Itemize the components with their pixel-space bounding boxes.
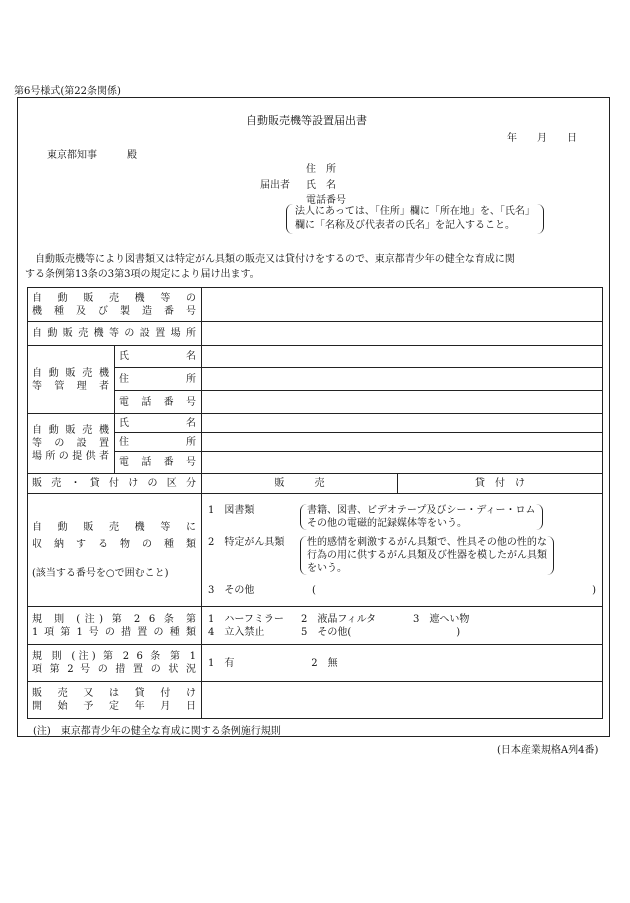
form-title: 自動販売機等設置届出書: [246, 114, 367, 127]
date-line: 年 月 日: [507, 133, 577, 144]
manager-address-label: 住 所: [115, 368, 202, 391]
sale-option[interactable]: 販 売: [202, 474, 398, 494]
measure-option-2[interactable]: 2 液晶フィルタ: [301, 613, 377, 625]
intro-line-2: する条例第13条の3第3項の規定により届け出ます。: [25, 269, 260, 280]
manager-name-field[interactable]: [202, 346, 603, 368]
provider-phone-label: 電 話 番 号: [115, 452, 202, 474]
provider-phone-field[interactable]: [202, 452, 603, 474]
option-toys[interactable]: 2 特定がん具類 性的感情を刺激するがん具類で、性具その他の性的な 行為の用に供するがん具類及び性器を模したがん具類 をいう。: [208, 536, 596, 575]
measure-option-3[interactable]: 3 遮へい物: [413, 613, 470, 625]
notifier-label: 届出者: [260, 180, 290, 191]
machine-type-field[interactable]: [202, 288, 603, 322]
phone-label: 電話番号: [306, 195, 346, 206]
contents-options: [202, 494, 603, 607]
form-number: 第6号様式(第22条関係): [14, 86, 121, 97]
manager-phone-field[interactable]: [202, 391, 603, 414]
status-no[interactable]: 2 無: [311, 657, 338, 669]
corporation-note: 法人にあっては、「住所」欄に「所在地」を、「氏名」 欄に「名称及び代表者の氏名」を記入すること。: [286, 204, 544, 234]
measure-option-5[interactable]: 5 その他(: [301, 626, 352, 638]
machine-type-label: 自 動 販 売 機 等 の 機 種 及 び 製 造 番 号: [28, 288, 202, 322]
start-date-field[interactable]: [202, 682, 603, 719]
measure-status-options: [202, 645, 603, 682]
option-books[interactable]: 1 図書類 書籍、図書、ビデオテープ及びシー・ディー・ロム その他の電磁的記録媒体等をいう。: [208, 504, 596, 530]
status-yes[interactable]: 1 有: [208, 657, 235, 669]
provider-address-field[interactable]: [202, 433, 603, 452]
measure-type-options: 1 ハーフミラー 2 液晶フィルタ 3 遮へい物 4 立入禁止 5 その他( ): [202, 607, 603, 645]
measure-option-4[interactable]: 4 立入禁止: [208, 626, 265, 638]
install-location-label: 自動販売機等の設置場所: [28, 322, 202, 346]
paper-standard: (日本産業規格A列4番): [497, 745, 599, 756]
intro-line-1: 自動販売機等により図書類又は特定がん具類の販売又は貸付けをするので、東京都青少年の健全な育成に関: [35, 254, 515, 265]
manager-label: 自動販売機 等 管 理 者: [28, 346, 115, 414]
start-date-label: 販 売 又 は 貸 付 け 開 始 予 定 年 月 日: [28, 682, 202, 719]
option-other[interactable]: 3 その他 ( ): [208, 584, 597, 596]
contents-label: 自 動 販 売 機 等 に 収 納 す る 物 の 種 類 (該当する番号を○で囲むこと): [28, 494, 202, 607]
provider-address-label: 住 所: [115, 433, 202, 452]
manager-address-field[interactable]: [202, 368, 603, 391]
measure-option-1[interactable]: 1 ハーフミラー: [208, 613, 284, 625]
provider-label: 自動販売機 等 の 設 置 場所の提供者: [28, 414, 115, 474]
name-label: 氏 名: [306, 180, 336, 191]
measure-status-label: 規 則 (注) 第 2 6 条 第 1 項 第 2 号 の 措 置 の 状 況: [28, 645, 202, 682]
lend-option[interactable]: 貸 付 け: [398, 474, 603, 494]
install-location-field[interactable]: [202, 322, 603, 346]
measure-type-label: 規 則 (注) 第 2 6 条 第 1 項 第 1 号 の 措 置 の 種 類: [28, 607, 202, 645]
footnote: (注) 東京都青少年の健全な育成に関する条例施行規則: [33, 726, 281, 737]
notification-table: [27, 287, 603, 719]
sale-lend-label: 販売・貸付けの区分: [28, 474, 202, 494]
manager-name-label: 氏 名: [115, 346, 202, 368]
addressee: 東京都知事 殿: [47, 150, 137, 161]
manager-phone-label: 電 話 番 号: [115, 391, 202, 414]
address-label: 住 所: [306, 164, 336, 175]
provider-name-label: 氏 名: [115, 414, 202, 433]
provider-name-field[interactable]: [202, 414, 603, 433]
